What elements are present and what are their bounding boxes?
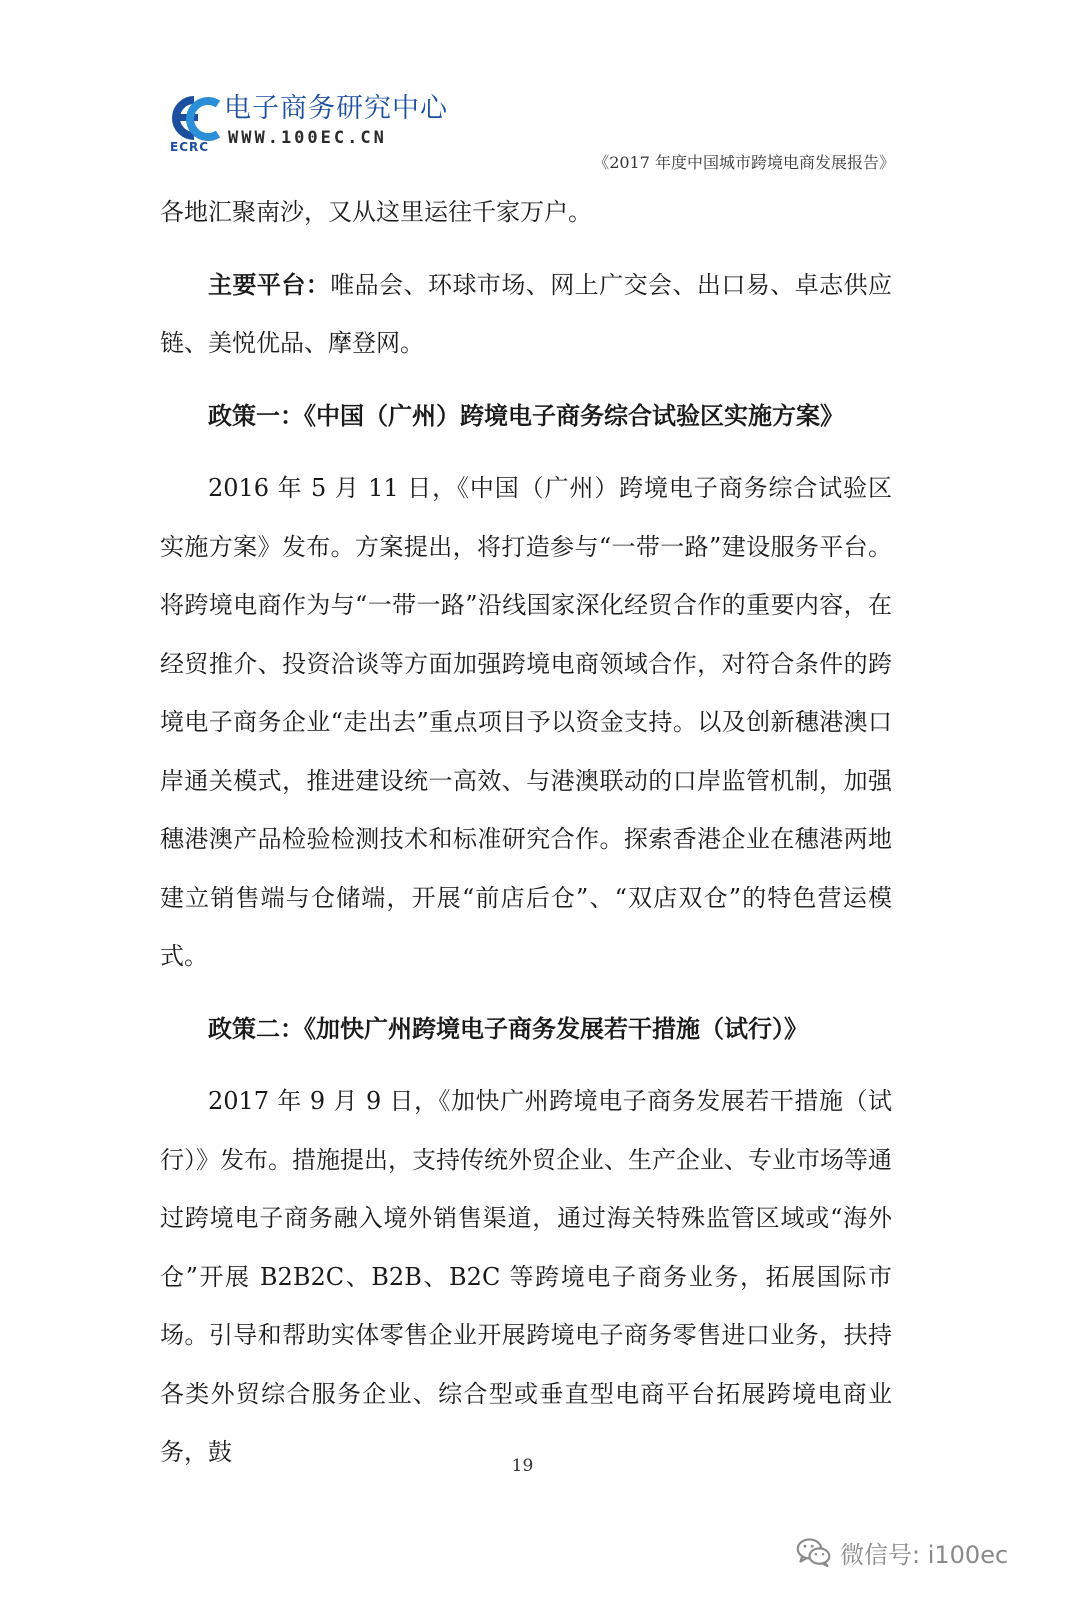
wechat-watermark xyxy=(796,1532,1008,1572)
page-header xyxy=(0,0,1080,180)
policy1-paragraph: 2016 年 5 月 11 日，《中国（广州）跨境电子商务综合试验区实施方案》发布。方案提出，将打造参与“一带一路”建设服务平台。将跨境电商作为与“一带一路”沿线国家深化经贸合作的重要内容，在经贸推介、投资洽谈等方面加强跨境电商领域合作，对符合条件的跨境电子商务企业“走出去”重点项目予以资金支持。以及创新穗港澳口岸通关模式，推进建设统一高效、与港澳联动的口岸监管机制，加强穗港澳产品检验检测技术和标准研究合作。探索香港企业在穗港两地建立销售端与仓储端，开展“前店后仓”、“双店双仓”的特色营运模式。 xyxy=(160,474,892,970)
policy2-paragraph: 2017 年 9 月 9 日，《加快广州跨境电子商务发展若干措施（试行）》发布。措施提出，支持传统外贸企业、生产企业、专业市场等通过跨境电子商务融入境外销售渠道，通过海关特殊监管区域或“海外仓”开展 B2B2C、B2B、B2C 等跨境电子商务业务，拓展国际市场。引导和帮助实体零售企业开展跨境电子商务零售进口业务，扶持各类外贸综合服务企业、综合型或垂直型电商平台拓展跨境电商业务，鼓 xyxy=(160,1087,892,1466)
platforms-text: 唯品会、环球市场、网上广交会、出口易、卓志供应链、美悦优品、摩登网。 xyxy=(160,270,893,357)
document-body xyxy=(160,183,892,1482)
watermark-text: 微信号: i100ec xyxy=(840,1540,1009,1569)
platforms-paragraph xyxy=(160,256,892,373)
report-title: 《2017 年度中国城市跨境电商发展报告》 xyxy=(593,153,895,172)
logo-url: WWW.100EC.CN xyxy=(228,128,387,148)
page-number: 19 xyxy=(511,1456,534,1476)
logo-abbreviation: ECRC xyxy=(170,140,210,154)
wechat-icon xyxy=(796,1537,832,1568)
platforms-label: 主要平台： xyxy=(208,269,331,299)
policy2-heading: 政策二：《加快广州跨境电子商务发展若干措施（试行）》 xyxy=(208,1013,808,1043)
policy1-heading: 政策一：《中国（广州）跨境电子商务综合试验区实施方案》 xyxy=(208,400,844,430)
logo-chinese-name: 电子商务研究中心 xyxy=(224,93,448,124)
ecrc-logo xyxy=(168,92,448,162)
intro-paragraph: 各地汇聚南沙，又从这里运往千家万户。 xyxy=(160,198,592,226)
